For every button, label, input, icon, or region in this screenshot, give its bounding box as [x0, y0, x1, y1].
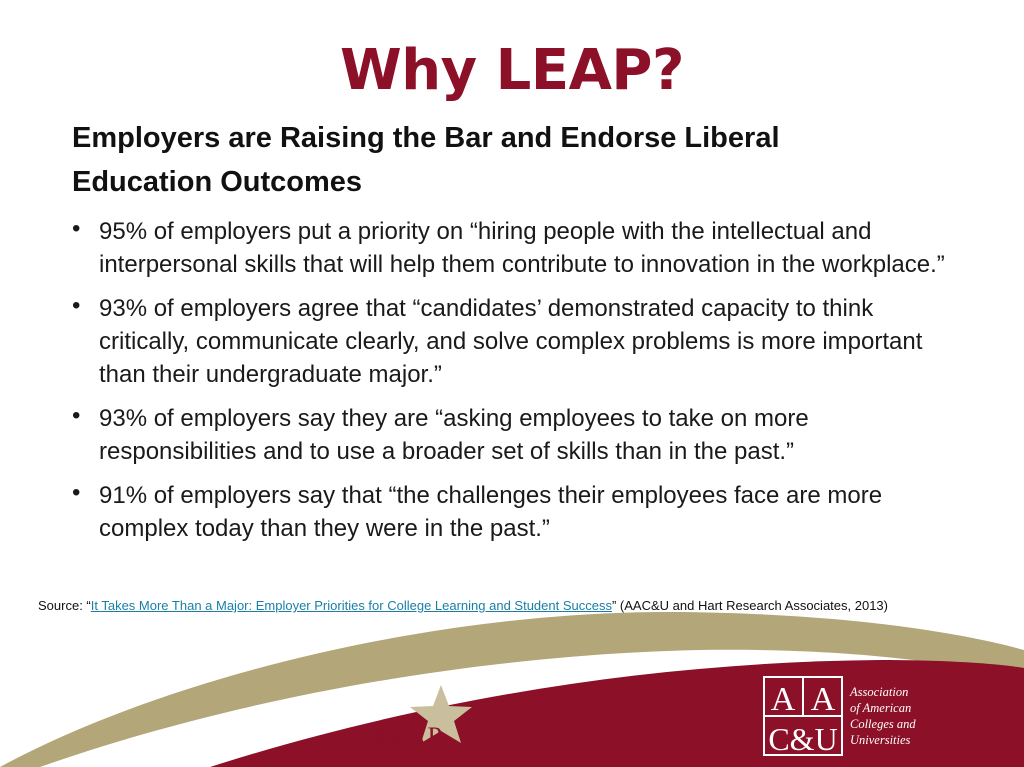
source-citation — [38, 598, 1008, 613]
aacu-name-line: of American — [850, 701, 912, 715]
bullet-icon: • — [72, 402, 81, 429]
aacu-name-line: Association — [850, 685, 909, 699]
source-prefix: Source: “ — [38, 598, 91, 613]
bullet-item — [72, 292, 952, 391]
slide-title: Why LEAP? — [340, 38, 684, 103]
slide-subtitle — [72, 116, 872, 204]
aacu-organization-name — [850, 684, 916, 748]
bullet-icon: • — [72, 292, 81, 319]
subtitle-line-2: Education Outcomes — [72, 166, 363, 198]
bullet-item — [72, 479, 952, 545]
bullet-text: 91% of employers say that “the challenges their employees face are more complex today than they were in the past.” — [99, 482, 883, 542]
aacu-name-line: Colleges and — [850, 717, 916, 731]
bullet-item — [72, 402, 952, 468]
aacu-letter-a2: A — [810, 681, 836, 718]
source-report-link[interactable]: It Takes More Than a Major: Employer Priorities for College Learning and Student Success — [90, 598, 612, 613]
aacu-logo — [763, 676, 843, 756]
bullet-icon: • — [72, 479, 81, 506]
aacu-letter-a1: A — [770, 681, 796, 718]
bullet-text: 93% of employers agree that “candidates’ demonstrated capacity to think critically, communicate clearly, and solve complex problems is more important than their undergraduate major.” — [99, 295, 923, 388]
source-suffix: ” (AAC&U and Hart Research Associates, 2013) — [611, 598, 888, 613]
bullet-item — [72, 215, 952, 281]
bullet-list — [72, 215, 952, 556]
bullet-text: 95% of employers put a priority on “hiring people with the intellectual and interpersonal skills that will help them contribute to innovation in the workplace.” — [99, 218, 945, 278]
subtitle-line-1: Employers are Raising the Bar and Endorse Liberal — [72, 122, 780, 154]
bullet-text: 93% of employers say they are “asking employees to take on more responsibilities and to use a broader set of skills than in the past.” — [99, 405, 809, 465]
bullet-icon: • — [72, 215, 81, 242]
aacu-letters-cu: C&U — [768, 721, 838, 756]
leap-logo: LEAP — [374, 722, 443, 751]
aacu-name-line: Universities — [850, 733, 911, 747]
